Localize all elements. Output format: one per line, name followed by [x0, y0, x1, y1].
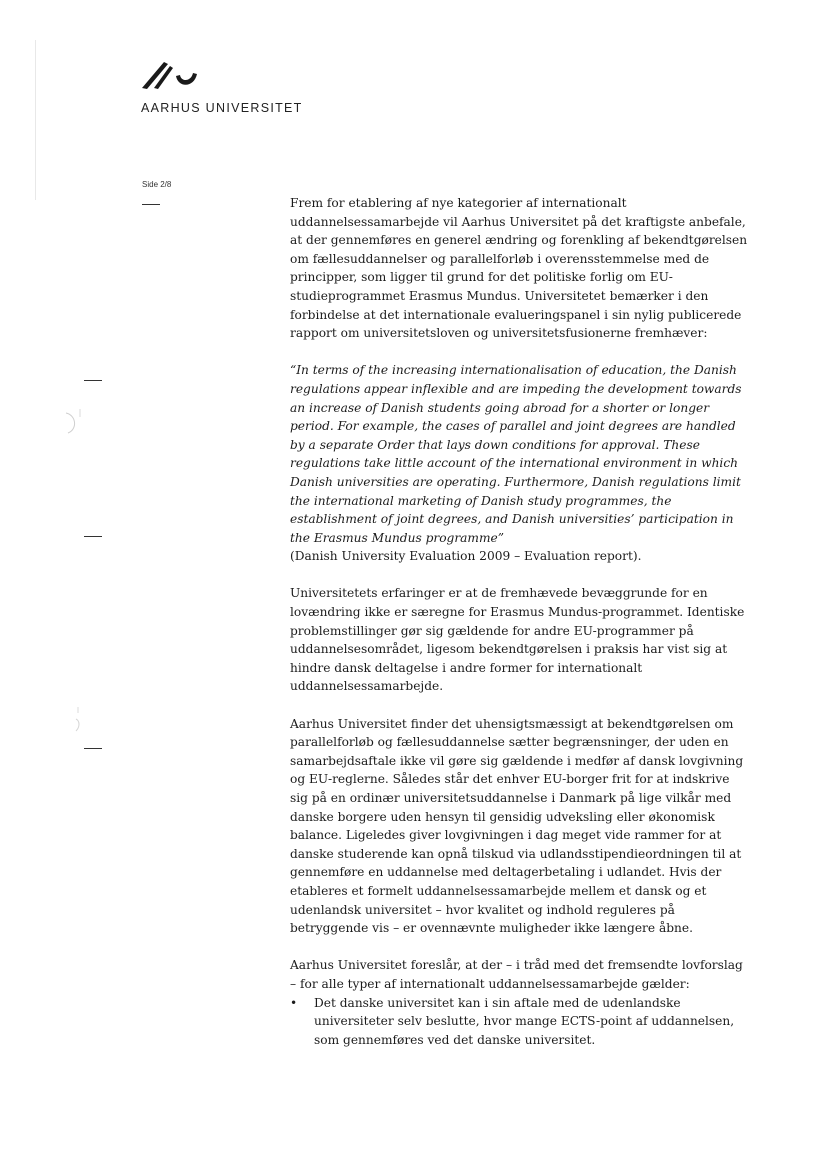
letter-body — [290, 194, 750, 1049]
evaluation-quote: “In terms of the increasing internationalisation of education, the Danish regulations appear inflexible and are impeding the development towards an increase of Danish students going abroad for a shorter or longer period. For example, the cases of parallel and joint degrees are handled by a separate Order that lays down conditions for approval. These regulations take little account of the international environment in which Danish universities are operating. Furthermore, Danish regulations limit the international marketing of Danish study programmes, the establishment of joint degrees, and Danish universities’ participation in the Erasmus Mundus programme” — [290, 363, 742, 545]
margin-rule — [84, 536, 102, 537]
quote-source: (Danish University Evaluation 2009 – Evaluation report). — [290, 549, 642, 564]
paragraph-2: Universitetets erfaringer er at de fremhævede bevæggrunde for en lovændring ikke er særegne for Erasmus Mundus-programmet. Identiske problemstillinger gør sig gældende for andre EU-programmer på uddannelsesområdet, ligesom bekendtgørelsen i praksis har vist sig at hindre dansk deltagelse i andre former for internationalt uddannelsessamarbejde. — [290, 586, 745, 694]
university-name: AARHUS UNIVERSITET — [141, 101, 303, 115]
list-item: • Det danske universitet kan i sin aftale med de udenlandske universiteter selv beslutte, hvor mange ECTS-point af uddannelsen, som gennemføres ved det danske universitet. — [314, 994, 750, 1050]
scan-edge-line — [35, 40, 36, 200]
paragraph-3: Aarhus Universitet finder det uhensigtsmæssigt at bekendtgørelsen om parallelforløb og fællesuddannelse sætter begrænsninger, der uden en samarbejdsaftale ikke vil gøre sig gældende i medfør af dansk lovgivning og EU-reglerne. Således står det enhver EU-borger frit for at indskrive sig på en ordinær universitetsuddannelse i Danmark på lige vilkår med danske borgere uden hensyn til gensidig udveksling eller økonomisk balance. Ligeledes giver lovgivningen i dag meget vide rammer for at danske studerende kan opnå tilskud via udlandsstipendieordningen til at gennemføre en uddannelse med deltagerbetaling i udlandet. Hvis der etableres et formelt uddannelsessamarbejde mellem et dansk og et udenlandsk universitet – hvor kvalitet og indhold reguleres på betryggende vis – er ovennævnte muligheder ikke længere åbne. — [290, 716, 744, 936]
proposal-list — [290, 994, 750, 1050]
page-number: Side 2/8 — [142, 180, 172, 189]
page-number-rule — [142, 204, 160, 205]
paragraph-4: Aarhus Universitet foreslår, at der – i tråd med det fremsendte lovforslag – for alle typer af internationalt uddannelsessamarbejde gælder: — [290, 958, 743, 991]
paragraph-1: Frem for etablering af nye kategorier af internationalt uddannelsessamarbejde vil Aarhus Universitet på det kraftigste anbefale, at der gennemføres en generel ændring og forenkling af bekendtgørelsen om fællesuddannelser og parallelforløb i overensstemmelse med de principper, som ligger til grund for det politiske forlig om EU-studieprogrammet Erasmus Mundus. Universitetet bemærker i den forbindelse at det internationale evalueringspanel i sin nylig publicerede rapport om universitetsloven og universitetsfusionerne fremhæver: — [290, 196, 748, 341]
margin-punch-mark — [64, 407, 82, 439]
margin-rule — [84, 748, 102, 749]
aarhus-universitet-logo — [140, 58, 200, 94]
margin-rule — [84, 380, 102, 381]
margin-punch-mark — [68, 705, 86, 737]
